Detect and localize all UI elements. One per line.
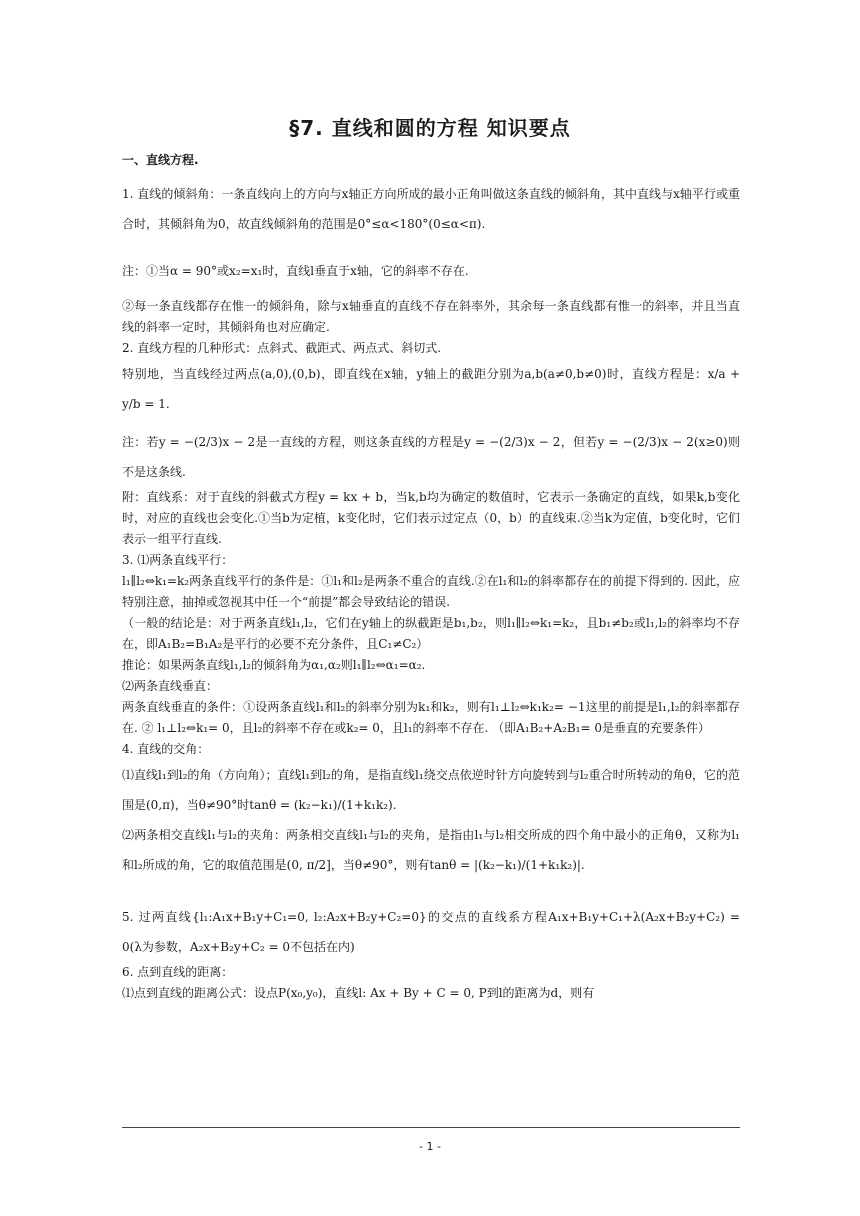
paragraph-parallel: l₁∥l₂⇔k₁=k₂两条直线平行的条件是：①l₁和l₂是两条不重合的直线.②在l₁和l₂的斜率都存在的前提下得到的. 因此，应特别注意，抽掉或忽视其中任一个“前提”都会导致结论的错误.: [122, 574, 740, 609]
paragraph-distance-formula: ⑴点到直线的距离公式：设点P(x₀,y₀)，直线l: Ax + By + C = 0, P到l的距离为d，则有: [122, 986, 595, 1000]
document-body: [122, 150, 740, 1004]
subheading-perpendicular: ⑵两条直线垂直：: [122, 679, 219, 693]
note-ray: 注：若y = −(2/3)x − 2是一直线的方程，则这条直线的方程是y = −(2/3)x − 2，但若y = −(2/3)x − 2(x≥0)则不是这条线.: [122, 435, 740, 479]
paragraph-line-forms: 2. 直线方程的几种形式：点斜式、截距式、两点式、斜切式.: [122, 341, 442, 355]
paragraph-perpendicular: 两条直线垂直的条件：①设两条直线l₁和l₂的斜率分别为k₁和k₂，则有l₁⊥l₂⇔k₁k₂= −1这里的前提是l₁,l₂的斜率都存在. ② l₁⊥l₂⇔k₁= 0，且l₂的斜率不存在或k₂= 0，且l₁的斜率不存在. （即A₁B₂+A₂B₁= 0是垂直的充要条件）: [122, 700, 740, 735]
paragraph-line-system: 5. 过两直线{l₁:A₁x+B₁y+C₁=0, l₂:A₂x+B₂y+C₂=0}的交点的直线系方程A₁x+B₁y+C₁+λ(A₂x+B₂y+C₂) = 0(λ为参数，A₂x+B₂y+C₂ = 0不包括在内): [122, 910, 740, 954]
page-title: §7. 直线和圆的方程 知识要点: [289, 116, 571, 140]
section-heading: 一、直线方程.: [122, 153, 199, 167]
subheading-distance: 6. 点到直线的距离：: [122, 965, 234, 979]
paragraph-directed-angle: ⑴直线l₁到l₂的角（方向角）；直线l₁到l₂的角，是指直线l₁绕交点依逆时针方向旋转到与l₂重合时所转动的角θ，它的范围是(0,π)，当θ≠90°时tanθ = (k₂−k₁)/(1+k₁k₂).: [122, 768, 740, 812]
paragraph-inclination: 1. 直线的倾斜角：一条直线向上的方向与x轴正方向所成的最小正角叫做这条直线的倾斜角，其中直线与x轴平行或重合时，其倾斜角为0，故直线倾斜角的范围是0°≤α<180°(0≤α<π).: [122, 187, 740, 231]
note-vertical-slope: 注：①当α = 90°或x₂=x₁时，直线l垂直于x轴，它的斜率不存在.: [122, 264, 469, 278]
paragraph-corollary: 推论：如果两条直线l₁,l₂的倾斜角为α₁,α₂则l₁∥l₂⇔α₁=α₂.: [122, 658, 426, 672]
subheading-parallel: 3. ⑴两条直线平行：: [122, 553, 234, 567]
paragraph-general-parallel: （一般的结论是：对于两条直线l₁,l₂，它们在y轴上的纵截距是b₁,b₂，则l₁∥l₂⇔k₁=k₂，且b₁≠b₂或l₁,l₂的斜率均不存在，即A₁B₂=B₁A₂是平行的必要不充分条件，且C₁≠C₂）: [122, 616, 740, 651]
footer-divider: [122, 1127, 740, 1128]
paragraph-intercept-form: 特别地，当直线经过两点(a,0),(0,b)，即直线在x轴，y轴上的截距分别为a,b(a≠0,b≠0)时，直线方程是：x/a + y/b = 1.: [122, 367, 740, 411]
note-unique-angle: ②每一条直线都存在惟一的倾斜角，除与x轴垂直的直线不存在斜率外，其余每一条直线都有惟一的斜率，并且当直线的斜率一定时，其倾斜角也对应确定.: [122, 299, 740, 334]
page-number: - 1 -: [419, 1140, 441, 1153]
subheading-angles: 4. 直线的交角：: [122, 742, 210, 756]
paragraph-line-family: 附：直线系：对于直线的斜截式方程y = kx + b，当k,b均为确定的数值时，它表示一条确定的直线，如果k,b变化时，对应的直线也会变化.①当b为定植，k变化时，它们表示过定点（0，b）的直线束.②当k为定值，b变化时，它们表示一组平行直线.: [122, 490, 740, 546]
paragraph-included-angle: ⑵两条相交直线l₁与l₂的夹角：两条相交直线l₁与l₂的夹角，是指由l₁与l₂相交所成的四个角中最小的正角θ，又称为l₁和l₂所成的角，它的取值范围是(0, π/2]，当θ≠90°，则有tanθ = |(k₂−k₁)/(1+k₁k₂)|.: [122, 828, 740, 872]
